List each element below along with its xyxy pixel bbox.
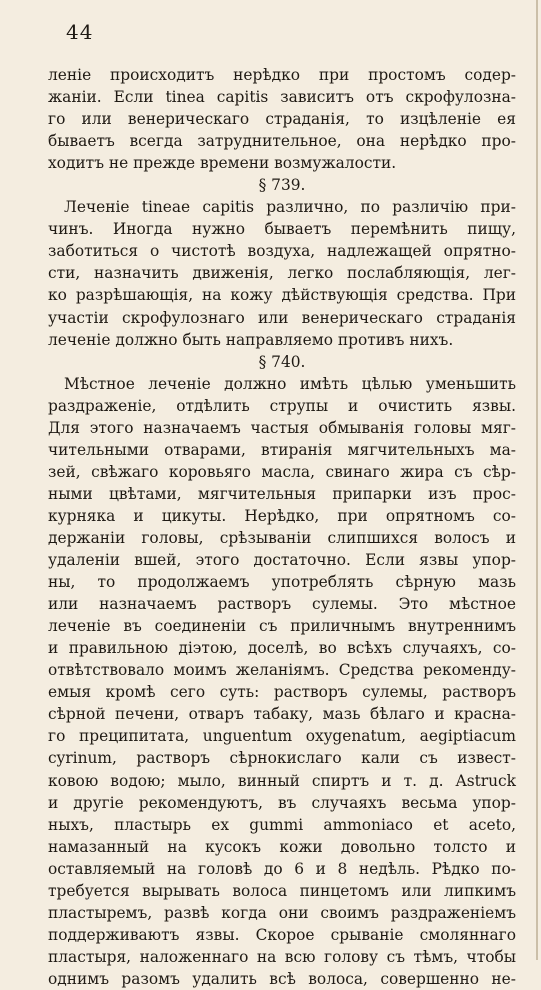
text-line: Мѣстное леченіе должно имѣть цѣлью уменьшить [64,374,516,393]
text-line: однимъ разомъ удалить всѣ волоса, совершенно не- [48,969,516,988]
text-line: жаніи. Если tinea capitis зависитъ отъ скрофулозна- [48,88,516,107]
text-line: раздраженіе, отдѣлить струпы и очистить язвы. [48,396,516,415]
text-line: Для этого назначаемъ частыя обмыванія головы мяг- [48,418,516,437]
text-line: го или венерическаго страданія, то изцѣленіе ея [48,110,516,129]
text-line: пластыремъ, развѣ когда они своимъ раздраженіемъ [48,903,516,922]
text-line: держаніи головы, срѣзываніи слипшихся волосъ и [48,528,516,547]
text-line: cyrinum, растворъ сѣрнокислаго кали съ извест- [48,749,516,768]
text-line: Леченіе tineae capitis различно, по различію при- [64,198,516,217]
text-line: пластыря, наложеннаго на всю голову съ тѣмъ, чтобы [48,947,516,966]
text-line: го преципитата, unguentum oxygenatum, aegiptiacum [48,727,516,746]
text-line: и правильною діэтою, доселѣ, во всѣхъ случаяхъ, со- [48,639,516,658]
text-line: ходитъ не прежде времени возмужалости. [48,154,397,173]
text-line: чительными отварами, втиранія мягчительныхъ ма- [48,440,516,459]
text-line: емыя кромѣ сего суть: растворъ сулемы, растворъ [48,683,516,702]
text-line: леніе происходитъ нерѣдко при простомъ содер- [48,66,516,84]
text-line: сти, назначить движенія, легко послабляющія, лег- [48,264,516,283]
text-line: намазанный на кусокъ кожи довольно толсто и [48,837,516,856]
body-text [48,64,516,990]
section-heading: § 739. [258,176,306,195]
text-line: заботиться о чистотѣ воздуха, надлежащей опрятно- [48,242,516,261]
text-line: участіи скрофулознаго или венерическаго страданія [48,308,516,327]
text-line: зей, свѣжаго коровьяго масла, свинаго жира съ сѣр- [48,462,516,481]
text-line: отвѣтствовало моимъ желаніямъ. Средства рекоменду- [48,661,516,680]
text-line: ко разрѣшающія, на кожу дѣйствующія средства. При [48,286,516,305]
text-line: или назначаемъ растворъ сулемы. Это мѣстное [48,595,516,614]
text-line: бываетъ всегда затруднительное, она нерѣдко про- [48,132,516,151]
text-line: ными цвѣтами, мягчительныя припарки изъ прос- [48,484,516,503]
text-line: сѣрной печени, отваръ табаку, мазь бѣлаго и красна- [48,705,516,724]
text-line: оставляемый на головѣ до 6 и 8 недѣль. Рѣдко по- [48,859,516,878]
text-line: и другіе рекомендуютъ, въ случаяхъ весьма упор- [48,793,516,812]
text-line: требуется вырывать волоса пинцетомъ или липкимъ [48,881,516,900]
text-line: чинъ. Иногда нужно бываетъ перемѣнить пищу, [48,220,516,239]
page-edge-line [536,0,538,960]
section-heading: § 740. [258,352,306,371]
text-line: леченіе въ соединеніи съ приличнымъ внутреннимъ [48,617,516,636]
text-line: ны, то продолжаемъ употреблять сѣрную мазь [48,573,516,592]
text-line: леченіе должно быть направляемо противъ нихъ. [48,330,454,349]
text-line: ковою водою; мыло, винный спиртъ и т. д. Astruck [48,771,516,790]
text-line: ныхъ, пластырь ex gummi ammoniaco et aceto, [48,815,516,834]
text-line: поддерживаютъ язвы. Скорое срываніе смоляннаго [48,925,516,944]
text-line: удаленіи вшей, этого достаточно. Если язвы упор- [48,551,516,570]
page-number: 44 [66,20,94,44]
text-line: курняка и цикуты. Нерѣдко, при опрятномъ со- [48,506,516,525]
